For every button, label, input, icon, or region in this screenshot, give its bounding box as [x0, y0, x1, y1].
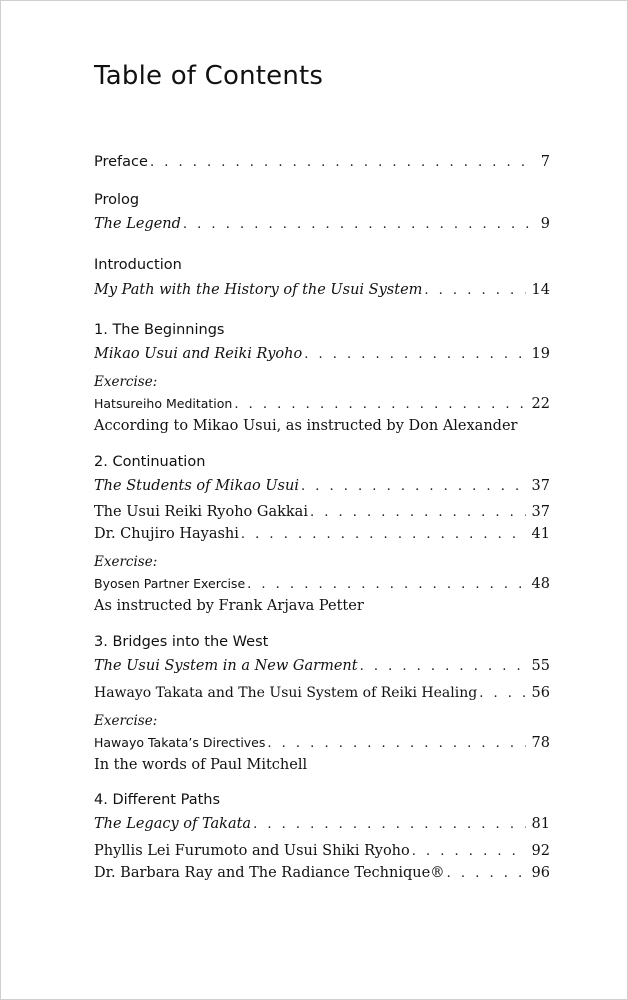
toc-page-number: 78 — [531, 735, 550, 751]
toc-entry-legacy[interactable] — [94, 816, 550, 838]
toc-page-number: 48 — [531, 576, 550, 592]
toc-page-number: 37 — [531, 504, 550, 520]
toc-page-number: 96 — [531, 865, 550, 881]
toc-entry-label: Hatsureiho Meditation — [94, 396, 233, 411]
exercise-label: Exercise: — [94, 374, 158, 390]
toc-entry-label: Dr. Barbara Ray and The Radiance Technique® — [94, 865, 445, 881]
toc-entry-students[interactable] — [94, 478, 550, 500]
toc-entry-mikao-usui[interactable] — [94, 346, 550, 368]
toc-page-number: 81 — [531, 816, 550, 832]
section-heading-prolog: Prolog — [94, 192, 140, 208]
toc-entry-label: Dr. Chujiro Hayashi — [94, 526, 239, 542]
toc-entry-the-legend[interactable] — [94, 216, 550, 238]
toc-entry-hayashi[interactable] — [94, 526, 550, 548]
toc-page-number: 14 — [531, 282, 550, 298]
dot-leader — [424, 283, 525, 298]
toc-entry-hawayo-takata[interactable] — [94, 685, 550, 707]
dot-leader — [247, 577, 525, 592]
chapter-heading-3: 3. Bridges into the West — [94, 634, 269, 650]
chapter-heading-2: 2. Continuation — [94, 454, 206, 470]
dot-leader — [479, 686, 525, 701]
page-title: Table of Contents — [94, 61, 324, 91]
toc-entry-my-path[interactable] — [94, 282, 550, 304]
toc-entry-preface[interactable] — [94, 154, 550, 176]
chapter-heading-4: 4. Different Paths — [94, 792, 221, 808]
toc-entry-label: The Legacy of Takata — [94, 816, 252, 832]
exercise-note: As instructed by Frank Arjava Petter — [94, 598, 364, 614]
toc-entry-hatsureiho[interactable] — [94, 396, 550, 418]
toc-page-number: 55 — [531, 658, 550, 674]
toc-entry-label: The Legend — [94, 216, 181, 232]
toc-entry-label: The Usui Reiki Ryoho Gakkai — [94, 504, 308, 520]
toc-page-number: 9 — [540, 216, 550, 232]
toc-entry-label: The Usui System in a New Garment — [94, 658, 358, 674]
dot-leader — [183, 217, 535, 232]
dot-leader — [234, 397, 525, 412]
toc-page-number: 41 — [531, 526, 550, 542]
dot-leader — [267, 736, 525, 751]
dot-leader — [412, 844, 526, 859]
toc-entry-barbara-ray[interactable] — [94, 865, 550, 887]
exercise-note: In the words of Paul Mitchell — [94, 757, 308, 773]
dot-leader — [304, 347, 525, 362]
toc-entry-byosen[interactable] — [94, 576, 550, 598]
exercise-label: Exercise: — [94, 554, 158, 570]
dot-leader — [253, 817, 525, 832]
dot-leader — [150, 155, 535, 170]
toc-page-number: 19 — [531, 346, 550, 362]
toc-entry-label: The Students of Mikao Usui — [94, 478, 299, 494]
toc-entry-label: Preface — [94, 154, 148, 170]
dot-leader — [360, 659, 526, 674]
toc-entry-takata-directives[interactable] — [94, 735, 550, 757]
dot-leader — [241, 527, 526, 542]
exercise-note: According to Mikao Usui, as instructed by Don Alexander — [94, 418, 518, 434]
toc-page-number: 7 — [540, 154, 550, 170]
toc-page-number: 37 — [531, 478, 550, 494]
exercise-label: Exercise: — [94, 713, 158, 729]
toc-entry-label: Hawayo Takata and The Usui System of Reiki Healing — [94, 685, 478, 701]
toc-page-number: 22 — [531, 396, 550, 412]
toc-entry-label: My Path with the History of the Usui System — [94, 282, 423, 298]
dot-leader — [447, 866, 526, 881]
toc-page-number: 56 — [531, 685, 550, 701]
toc-entry-label: Byosen Partner Exercise — [94, 576, 246, 591]
toc-entry-label: Hawayo Takata’s Directives — [94, 735, 266, 750]
toc-entry-gakkai[interactable] — [94, 504, 550, 526]
dot-leader — [301, 479, 526, 494]
section-heading-introduction: Introduction — [94, 257, 182, 273]
toc-page-number: 92 — [531, 843, 550, 859]
toc-entry-new-garment[interactable] — [94, 658, 550, 680]
toc-entry-label: Phyllis Lei Furumoto and Usui Shiki Ryoho — [94, 843, 410, 859]
toc-entry-label: Mikao Usui and Reiki Ryoho — [94, 346, 303, 362]
dot-leader — [310, 505, 526, 520]
chapter-heading-1: 1. The Beginnings — [94, 322, 225, 338]
toc-entry-furumoto[interactable] — [94, 843, 550, 865]
